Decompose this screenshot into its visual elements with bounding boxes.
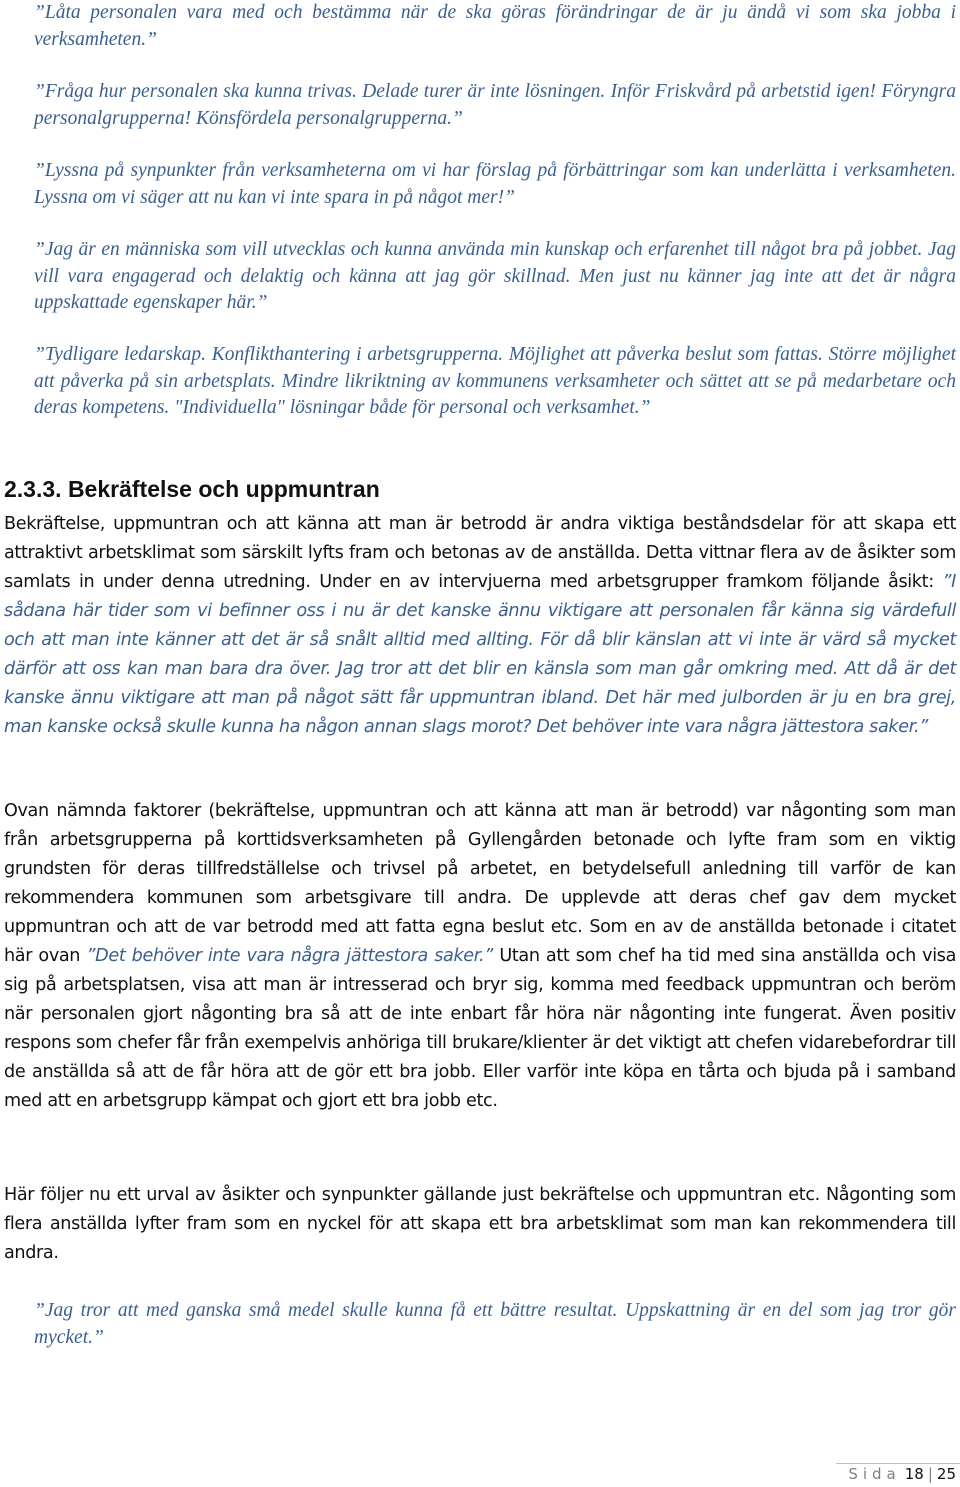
footer-divider (836, 1463, 960, 1464)
page-footer (848, 1465, 956, 1483)
page-total: 25 (936, 1465, 956, 1483)
quote-2: ”Fråga hur personalen ska kunna trivas. Delade turer är inte lösningen. Inför Friskvård på arbetstid igen! Föryngra personalgrupperna! Könsfördela personalgrupperna.” (34, 81, 956, 129)
paragraph-2 (4, 797, 956, 1116)
paragraph-1-text: Bekräftelse, uppmuntran och att känna att man är betrodd är andra viktiga beståndsdelar för att skapa ett attraktivt arbetsklimat som särskilt lyfts fram och betonas av de anställda. Detta vittnar flera av de åsikter som samlats in under denna utredning. Under en av intervjuerna med arbetsgrupper framkom följande åsikt: (4, 514, 956, 592)
quote-4: ”Jag är en människa som vill utvecklas och kunna använda min kunskap och erfarenhet till något bra på jobbet. Jag vill vara engagerad och delaktig och känna att jag gör skillnad. Men just nu känner jag inte att det är några uppskattade egenskaper här.” (34, 239, 956, 313)
footer-label: Sida (848, 1465, 901, 1483)
quote-1: ”Låta personalen vara med och bestämma när de ska göras förändringar de är ju ändå vi som ska jobba i verksamheten.” (34, 2, 956, 50)
section-heading (4, 476, 380, 503)
quote-5: ”Tydligare ledarskap. Konflikthantering i arbetsgrupperna. Möjlighet att påverka beslut som fattas. Större möjlighet att påverka på sin arbetsplats. Mindre likriktning av kommunens verksamheter och sättet att se på medarbetare och deras kompetens. "Individuella" lösningar både för personal och verksamhet.” (34, 344, 956, 418)
paragraph-2-text-after: Utan att som chef ha tid med sina anställda och visa sig på arbetsplatsen, visa att man är intresserad och bryr sig, komma med feedback uppmuntran och beröm när personalen gjort någonting bra så att de inte enbart får höra när någonting inte fungerat. Även positiv respons som chefer får från exempelvis anhöriga till brukare/klienter är det viktigt att chefen vidarebefordrar till de anställda så att de får höra att de gör ett bra jobb. Eller varför inte köpa en tårta och bjuda på i samband med att en arbetsgrupp kämpat och gjort ett bra jobb etc. (4, 946, 957, 1111)
paragraph-1-quote: ”I sådana här tider som vi befinner oss i nu är det kanske ännu viktigare att personalen får känna sig värdefull och att man inte känner att det är så snålt alltid med allting. För då blir känslan att vi inte är värd så mycket därför att oss kan man bara dra över. Jag tror att det blir en känsla som man går omkring med. Att då är det kanske ännu viktigare att man på något sätt får uppmuntran ibland. Det här med julborden är ju en bra grej, man kanske också skulle kunna ha någon annan slags morot? Det behöver inte vara några jättestora saker.” (4, 572, 956, 737)
quote-bottom: ”Jag tror att med ganska små medel skulle kunna få ett bättre resultat. Uppskattning är en del som jag tror gör mycket.” (34, 1300, 956, 1348)
page-number: 18 (904, 1465, 924, 1483)
paragraph-3: Här följer nu ett urval av åsikter och synpunkter gällande just bekräftelse och uppmuntran etc. Någonting som flera anställda lyfter fram som en nyckel för att skapa ett bra arbetsklimat som man kan rekommendera till andra. (4, 1185, 956, 1263)
paragraph-2-quote: ”Det behöver inte vara några jättestora saker.” (86, 946, 494, 966)
paragraph-2-text-before: Ovan nämnda faktorer (bekräftelse, uppmuntran och att känna att man är betrodd) var någonting som man från arbetsgrupperna på korttidsverksamheten på Gyllengården betonade och lyfte fram som en viktig grundsten för deras tillfredställelse och trivsel på arbetet, en betydelsefull anledning till varför de kan rekommendera kommunen som arbetsgivare till andra. De upplevde att deras chef gav dem mycket uppmuntran och att de var betrodd med att fatta egna beslut etc. Som en av de anställda betonade i citatet här ovan (4, 801, 956, 966)
paragraph-1 (4, 510, 956, 742)
footer-separator: | (927, 1465, 933, 1483)
section-title: Bekräftelse och uppmuntran (67, 476, 380, 502)
quote-3: ”Lyssna på synpunkter från verksamheterna om vi har förslag på förbättringar som kan underlätta i verksamheten. Lyssna om vi säger att nu kan vi inte spara in på något mer!” (34, 160, 956, 208)
section-number: 2.3.3. (4, 476, 62, 502)
